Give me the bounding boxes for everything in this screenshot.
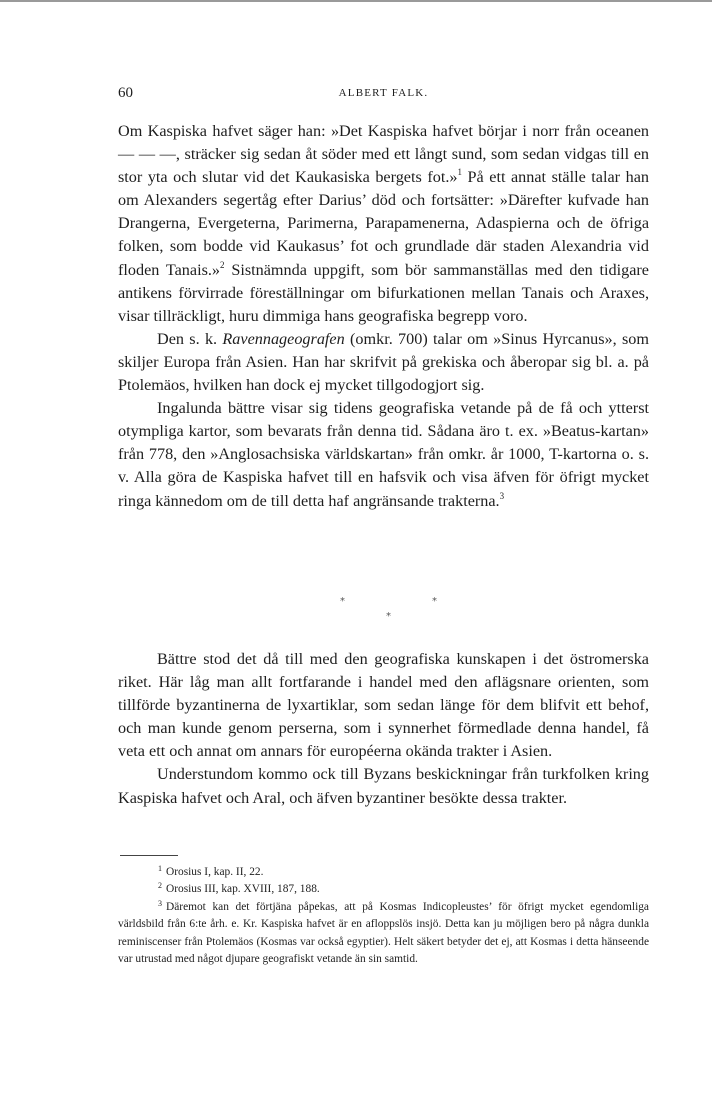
- footnote-ref-1: 1: [457, 167, 462, 178]
- footnote-3-text: Däremot kan det förtjäna påpekas, att på Kosmas Indicopleustes’ för öfrigt mycket egendomliga världsbild från 6:te årh. e. Kr. Kaspiska hafvet är en afloppslös insjö. Detta kan ju möjligen bero på några dunkla reminiscenser från Ptolemäos (Kosmas var också egyptier). Helt säkert betyder det ej, att Kosmas i detta hänseende var utrustad med något djupare geografiskt vetande än sin samtid.: [118, 900, 649, 966]
- italic-term: Ravennageografen: [222, 329, 345, 348]
- footnote-3-mark: 3: [158, 898, 162, 908]
- body-text: [118, 120, 649, 513]
- footnote-2: [118, 881, 649, 898]
- paragraph-1-text-a: Om Kaspiska hafvet säger han: »Det Kaspiska hafvet börjar i norr från oceanen — — —, sträcker sig sedan åt söder med ett långt sund, som sedan vidgas till en stor yta och slutar vid det Kaukasiska bergets fot.»: [118, 122, 649, 187]
- paragraph-1-text-c: Sistnämnda uppgift, som bör sammanställas med den tidigare antikens förvirrade föreställningar om bifurkationen mellan Tanais och Araxes, visar tillräckligt, huru dimmiga hans geografiska begrepp voro.: [118, 260, 649, 325]
- paragraph-1: [118, 120, 649, 328]
- footnote-1-mark: 1: [158, 864, 162, 873]
- page-number: 60: [118, 85, 133, 101]
- running-title: ALBERT FALK.: [338, 87, 429, 99]
- asterisk-right: *: [432, 596, 437, 607]
- paragraph-2: [118, 328, 649, 397]
- footnote-2-mark: 2: [158, 881, 162, 891]
- section-break-asterism: [118, 596, 649, 626]
- running-head: [118, 85, 649, 105]
- paragraph-1-text-b: På ett annat ställe talar han om Alexanders segertåg efter Darius’ död och fortsätter: »Därefter kufvade han Drangerna, Evergeterna, Parimerna, Parapamenerna, Adaspierna och de öfriga folken, som bodde vid Kaukasus’ fot och grundlade där staden Alexandria vid floden Tanais.»: [118, 168, 649, 279]
- paragraph-3: [118, 397, 649, 512]
- footnote-3: [118, 899, 649, 969]
- footnotes: [118, 864, 649, 968]
- footnote-rule: [120, 855, 178, 856]
- footnote-ref-3: 3: [499, 490, 505, 501]
- paragraph-5: Understundom kommo ock till Byzans beskickningar från turkfolken kring Kaspiska hafvet och Aral, och äfven byzantiner besökte dessa trakter.: [118, 765, 649, 807]
- paragraph-3-text: Ingalunda bättre visar sig tidens geografiska vetande på de få och ytterst otympliga kartor, som bevarats från denna tid. Sådana äro t. ex. »Beatus-kartan» från 778, den »Anglosachsiska världskartan» från omkr. år 1000, T-kartorna o. s. v. Alla göra de Kaspiska hafvet till en hafsvik och visa äfven för öfrigt mycket ringa kännedom om de till detta haf angränsande trakterna.: [118, 399, 649, 510]
- paragraph-2-text-a: Den s. k.: [157, 329, 223, 348]
- asterisk-bottom: *: [386, 611, 391, 622]
- paragraph-2-text-b: (omkr. 700) talar om »Sinus Hyrcanus», som skiljer Europa från Asien. Han har skrifvit på grekiska och åberopar sig bl. a. på Ptolemäos, hvilken han dock ej mycket tillgodogjort sig.: [118, 329, 649, 395]
- page-top-edge: [0, 0, 712, 2]
- paragraph-4: Bättre stod det då till med den geografiska kunskapen i det östromerska riket. Här låg man allt fortfarande i handel med den aflägsnare orienten, som tillförde byzantinerna de lyxartiklar, som sedan länge för dem blifvit ett behof, och man kunde genom perserna, som i synnerhet förmedlade denna handel, få veta ett och annat om annars för européerna okända trakter i Asien.: [118, 650, 649, 761]
- footnote-1: [118, 864, 649, 881]
- footnote-2-text: Orosius III, kap. XVIII, 187, 188.: [166, 883, 320, 896]
- asterisk-left: *: [340, 596, 345, 607]
- footnote-ref-2: 2: [220, 259, 225, 270]
- footnote-1-text: Orosius I, kap. II, 22.: [166, 866, 264, 878]
- body-text-section-2: [118, 648, 649, 810]
